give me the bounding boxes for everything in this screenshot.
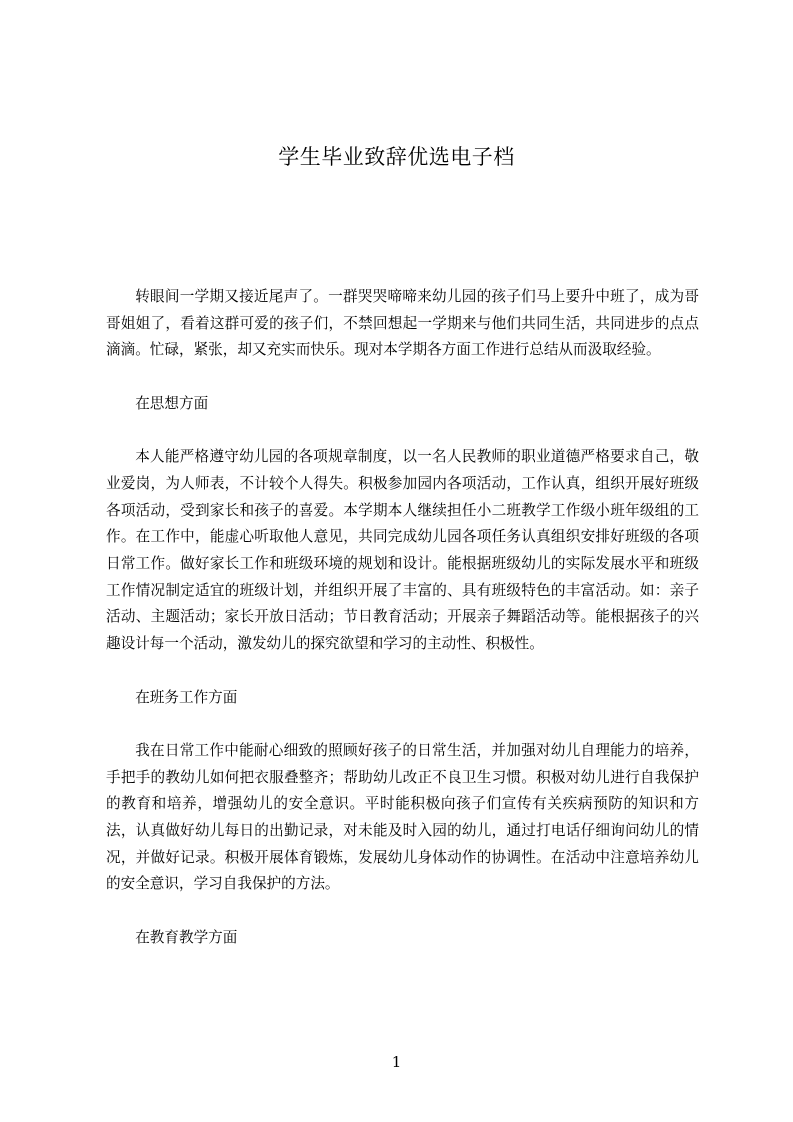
paragraph-spacer [106,418,699,445]
paragraph-spacer [106,711,699,738]
paragraph-spacer [106,364,699,391]
section-heading-thought: 在思想方面 [135,394,209,412]
document-body [106,284,699,952]
page-number: 1 [391,1053,402,1071]
document-title: 学生毕业致辞优选电子档 [278,145,515,169]
paragraph-spacer [106,898,699,925]
intro-paragraph: 转眼间一学期又接近尾声了。一群哭哭啼啼来幼儿园的孩子们马上要升中班了，成为哥哥姐姐了，看着这群可爱的孩子们，不禁回想起一学期来与他们共同生活，共同进步的点点滴滴。忙碌，紧张，却又充实而快乐。现对本学期各方面工作进行总结从而汲取经验。 [106,288,699,359]
section-heading-teaching: 在教育教学方面 [135,928,238,946]
section-heading-class-work: 在班务工作方面 [135,688,238,706]
thought-paragraph: 本人能严格遵守幼儿园的各项规章制度，以一名人民教师的职业道德严格要求自己，敬业爱岗，为人师表，不计较个人得失。积极参加园内各项活动，工作认真，组织开展好班级各项活动，受到家长和孩子的喜爱。本学期本人继续担任小二班教学工作级小班年级组的工作。在工作中，能虚心听取他人意见，共同完成幼儿园各项任务认真组织安排好班级的各项日常工作。做好家长工作和班级环境的规划和设计。能根据班级幼儿的实际发展水平和班级工作情况制定适宜的班级计划，并组织开展了丰富的、具有班级特色的丰富活动。如：亲子活动、主题活动；家长开放日活动；节日教育活动；开展亲子舞蹈活动等。能根据孩子的兴趣设计每一个活动，激发幼儿的探究欲望和学习的主动性、积极性。 [106,448,699,653]
class-work-paragraph: 我在日常工作中能耐心细致的照顾好孩子的日常生活，并加强对幼儿自理能力的培养，手把手的教幼儿如何把衣服叠整齐；帮助幼儿改正不良卫生习惯。积极对幼儿进行自我保护的教育和培养，增强幼儿的安全意识。平时能积极向孩子们宣传有关疾病预防的知识和方法，认真做好幼儿每日的出勤记录，对未能及时入园的幼儿，通过打电话仔细询问幼儿的情况，并做好记录。积极开展体育锻炼，发展幼儿身体动作的协调性。在活动中注意培养幼儿的安全意识，学习自我保护的方法。 [106,741,699,893]
paragraph-spacer [106,658,699,685]
